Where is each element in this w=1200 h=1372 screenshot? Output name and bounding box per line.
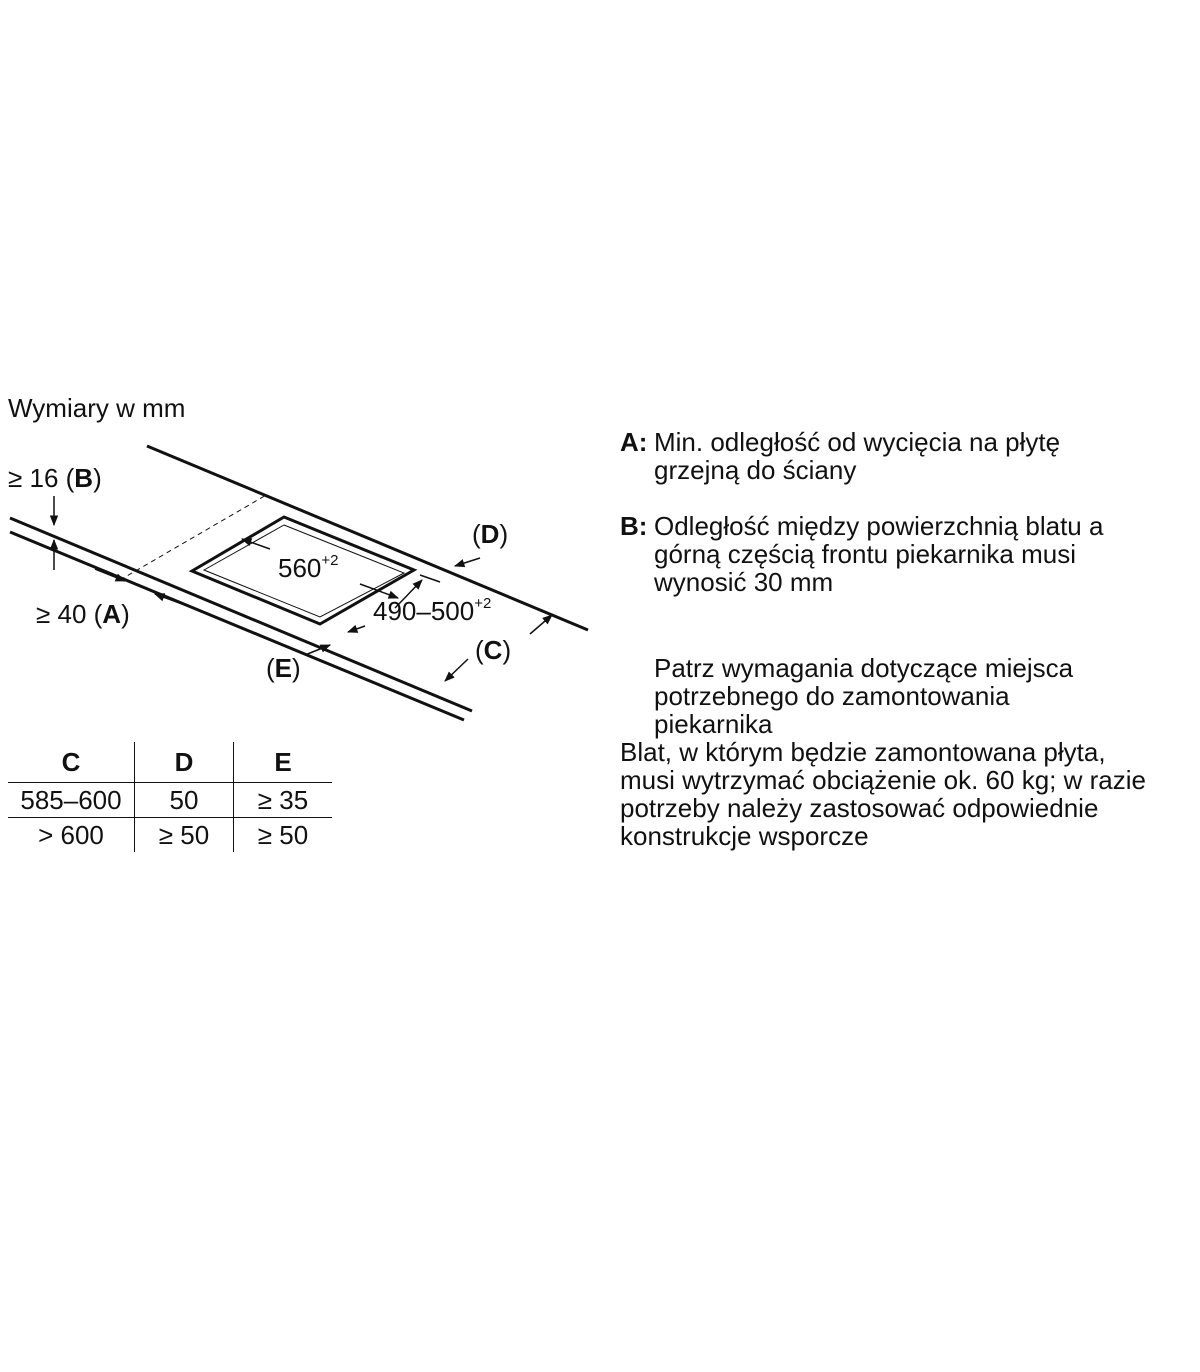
note-oven-space [654, 654, 1194, 738]
label-c: (C) [475, 635, 512, 665]
note-a-line: Min. odległość od wycięcia na płytę [654, 427, 1061, 457]
label-e: (E) [266, 653, 301, 683]
oven-front-guide [120, 494, 268, 580]
cell-d: ≥ 50 [135, 818, 234, 853]
col-header-d: D [135, 742, 234, 783]
depth-ext-right [420, 575, 440, 582]
note-load-line: musi wytrzymać obciążenie ok. 60 kg; w razie [620, 765, 1146, 795]
d-pointer [455, 558, 480, 566]
a-arrow-left [95, 569, 125, 581]
a-arrow-right [155, 594, 185, 605]
cell-e: ≥ 50 [257, 819, 309, 850]
note-load-line: Blat, w którym będzie zamontowana płyta, [620, 737, 1106, 767]
table-header-row [8, 742, 332, 783]
label-b: ≥ 16 (B) [8, 463, 102, 493]
cell-d: 50 [135, 783, 234, 818]
note-worktop-load [620, 738, 1198, 850]
clearance-table-wrap [8, 742, 332, 852]
depth-arrow-bottom [348, 626, 365, 632]
table-row [8, 783, 332, 818]
diagram-heading: Wymiary w mm [8, 393, 186, 423]
cutout-diagram [0, 430, 600, 730]
note-b-line: górną częścią frontu piekarnika musi [654, 539, 1076, 569]
label-a: ≥ 40 (A) [36, 599, 130, 629]
cell-c: > 600 [8, 818, 135, 853]
note-oven-line: potrzebnego do zamontowania [654, 681, 1010, 711]
c-arrow-top [530, 615, 552, 634]
note-a-key: A: [620, 427, 648, 457]
note-b-key: B: [620, 511, 648, 541]
c-arrow-bottom [445, 659, 468, 681]
depth-dimension: $490-500^{+2}$ [373, 595, 492, 626]
table-row [8, 818, 332, 853]
clearance-table [8, 742, 332, 852]
label-d: (D) [472, 519, 509, 549]
note-a-line: grzejną do ściany [654, 455, 857, 485]
cell-c: 585–600 [8, 783, 135, 818]
col-header-e: E [234, 742, 333, 783]
note-oven-line: Patrz wymagania dotyczące miejsca [654, 653, 1074, 683]
cell-e: ≥ 35 [234, 783, 333, 818]
note-a [620, 428, 1190, 484]
note-b-line: Odległość między powierzchnią blatu a [654, 511, 1104, 541]
note-b [620, 512, 1190, 596]
col-header-c: C [8, 742, 135, 783]
note-b-line: wynosić 30 mm [654, 567, 834, 597]
note-load-line: potrzeby należy zastosować odpowiednie [620, 793, 1099, 823]
note-load-line: konstrukcje wsporcze [620, 821, 869, 851]
note-oven-line: piekarnika [654, 709, 773, 739]
width-dimension: $560^{+2}$ [278, 552, 339, 583]
